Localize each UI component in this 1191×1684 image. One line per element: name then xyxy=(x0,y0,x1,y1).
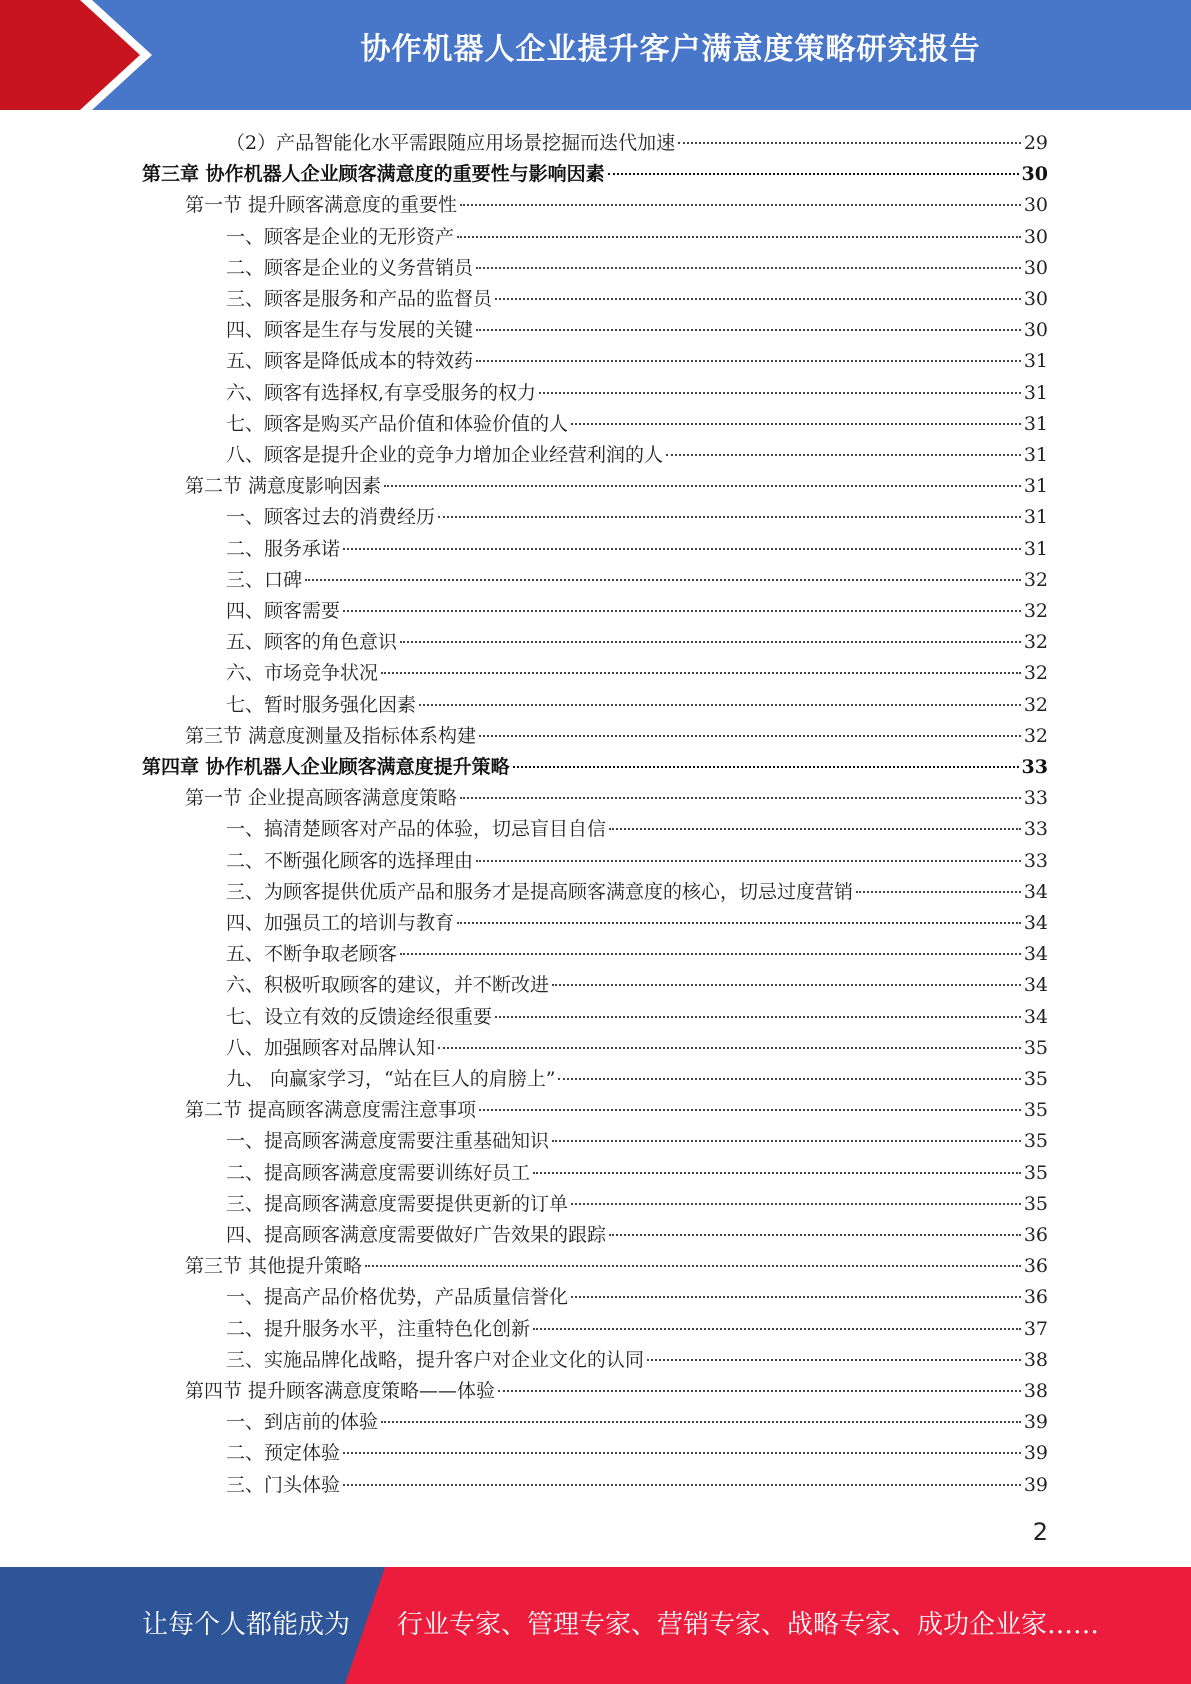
toc-entry[interactable] xyxy=(185,1095,1048,1126)
toc-entry-page: 34 xyxy=(1023,943,1048,966)
toc-dot-leader xyxy=(552,983,1021,986)
toc-dot-leader xyxy=(343,1483,1021,1486)
toc-dot-leader xyxy=(513,765,1019,768)
toc-entry[interactable] xyxy=(226,1158,1048,1189)
toc-entry-page: 30 xyxy=(1023,194,1048,217)
toc-entry-page: 35 xyxy=(1023,1161,1048,1184)
toc-entry-page: 33 xyxy=(1023,849,1048,872)
toc-entry-title: 六、顾客有选择权,有享受服务的权力 xyxy=(226,381,537,404)
toc-entry[interactable] xyxy=(185,1251,1048,1282)
toc-entry-page: 33 xyxy=(1023,818,1048,841)
toc-dot-leader xyxy=(495,297,1021,300)
toc-dot-leader xyxy=(678,141,1021,144)
toc-entry-page: 35 xyxy=(1023,1130,1048,1153)
toc-entry-page: 31 xyxy=(1023,381,1048,404)
toc-dot-leader xyxy=(400,640,1021,643)
toc-entry[interactable] xyxy=(226,690,1048,721)
header-arrow-icon xyxy=(0,0,140,110)
toc-entry-title: 一、到店前的体验 xyxy=(226,1411,379,1434)
toc-entry-title: 五、顾客是降低成本的特效药 xyxy=(226,350,474,373)
toc-entry-page: 34 xyxy=(1023,880,1048,903)
toc-entry-title: 第三节 其他提升策略 xyxy=(185,1255,363,1278)
toc-entry[interactable] xyxy=(226,222,1048,253)
toc-entry-title: 第一节 企业提高顾客满意度策略 xyxy=(185,787,458,810)
toc-entry-title: 七、设立有效的反馈途经很重要 xyxy=(226,1005,493,1028)
toc-entry-page: 34 xyxy=(1023,974,1048,997)
toc-entry[interactable] xyxy=(226,846,1048,877)
toc-entry-title: 二、服务承诺 xyxy=(226,537,341,560)
toc-entry-page: 31 xyxy=(1023,412,1048,435)
toc-entry-title: 八、顾客是提升企业的竞争力增加企业经营利润的人 xyxy=(226,444,664,466)
toc-entry[interactable] xyxy=(226,596,1048,627)
toc-entry[interactable] xyxy=(226,565,1048,596)
toc-entry-page: 38 xyxy=(1023,1380,1048,1402)
toc-entry-page: 35 xyxy=(1023,1099,1048,1122)
toc-entry-title: 六、积极听取顾客的建议，并不断改进 xyxy=(226,974,550,997)
toc-entry-page: 32 xyxy=(1023,568,1048,591)
toc-entry-page: 32 xyxy=(1023,693,1048,716)
toc-entry[interactable] xyxy=(185,783,1048,814)
report-title: 协作机器人企业提升客户满意度策略研究报告 xyxy=(360,32,981,67)
toc-entry[interactable] xyxy=(185,190,1048,221)
toc-entry[interactable] xyxy=(226,315,1048,346)
toc-entry-page: 35 xyxy=(1023,1192,1048,1215)
toc-entry[interactable] xyxy=(226,1314,1048,1345)
toc-entry-title: 第四章 协作机器人企业顾客满意度提升策略 xyxy=(142,756,510,778)
toc-entry[interactable] xyxy=(226,1220,1048,1251)
toc-entry-page: 35 xyxy=(1023,1036,1048,1059)
page-header xyxy=(0,0,1191,110)
toc-entry-page: 33 xyxy=(1023,787,1048,810)
toc-entry-title: 一、搞清楚顾客对产品的体验，切忌盲目自信 xyxy=(226,818,607,841)
toc-dot-leader xyxy=(609,827,1021,830)
toc-dot-leader xyxy=(558,1077,1020,1080)
toc-entry-title: 三、顾客是服务和产品的监督员 xyxy=(226,288,493,310)
toc-dot-leader xyxy=(479,734,1021,737)
toc-entry-page: 30 xyxy=(1023,319,1048,342)
toc-entry[interactable] xyxy=(226,1033,1048,1064)
toc-entry-title: 三、为顾客提供优质产品和服务才是提高顾客满意度的核心，切忌过度营销 xyxy=(226,880,854,903)
toc-entry-title: 三、提高顾客满意度需要提供更新的订单 xyxy=(226,1192,569,1215)
toc-entry[interactable] xyxy=(142,752,1048,783)
toc-dot-leader xyxy=(476,359,1021,362)
toc-entry[interactable] xyxy=(226,1407,1048,1438)
toc-dot-leader xyxy=(476,859,1021,862)
toc-dot-leader xyxy=(476,266,1021,269)
toc-entry[interactable] xyxy=(226,440,1048,471)
toc-entry-page: 31 xyxy=(1023,444,1048,466)
toc-dot-leader xyxy=(533,1327,1021,1330)
toc-dot-leader xyxy=(381,671,1021,674)
toc-dot-leader xyxy=(365,1264,1021,1267)
toc-entry[interactable] xyxy=(226,1282,1048,1313)
toc-entry-title: 三、口碑 xyxy=(226,568,303,591)
toc-dot-leader xyxy=(438,1046,1021,1049)
toc-entry-page: 31 xyxy=(1023,506,1048,529)
toc-dot-leader xyxy=(384,484,1021,487)
toc-entry-page: 30 xyxy=(1021,163,1048,186)
toc-dot-leader xyxy=(571,1295,1021,1298)
toc-entry[interactable] xyxy=(226,1126,1048,1157)
toc-dot-leader xyxy=(609,1233,1021,1236)
toc-entry[interactable] xyxy=(226,877,1048,908)
toc-entry-page: 36 xyxy=(1023,1224,1048,1246)
toc-entry[interactable] xyxy=(226,378,1048,409)
toc-dot-leader xyxy=(460,203,1021,206)
toc-entry[interactable] xyxy=(226,1064,1048,1095)
toc-entry[interactable] xyxy=(226,627,1048,658)
toc-entry-title: 五、不断争取老顾客 xyxy=(226,943,398,966)
toc-entry-title: 九、 向赢家学习，“站在巨人的肩膀上” xyxy=(226,1068,556,1090)
toc-entry-title: 四、加强员工的培训与教育 xyxy=(226,912,455,934)
toc-entry-page: 30 xyxy=(1023,256,1048,279)
toc-entry-title: 七、暂时服务强化因素 xyxy=(226,693,417,716)
toc-entry-title: 二、提高顾客满意度需要训练好员工 xyxy=(226,1161,531,1184)
toc-entry-page: 31 xyxy=(1023,350,1048,373)
toc-entry[interactable] xyxy=(226,534,1048,565)
toc-entry[interactable] xyxy=(226,1438,1048,1469)
page-number: 2 xyxy=(1032,1518,1048,1546)
toc-entry-page: 34 xyxy=(1023,1005,1048,1028)
toc-entry-page: 38 xyxy=(1023,1348,1048,1371)
toc-entry-title: 第二节 提高顾客满意度需注意事项 xyxy=(185,1099,477,1122)
toc-dot-leader xyxy=(608,172,1019,175)
toc-entry-title: 三、门头体验 xyxy=(226,1473,341,1496)
toc-dot-leader xyxy=(305,578,1021,581)
toc-entry[interactable] xyxy=(226,970,1048,1001)
toc-dot-leader xyxy=(539,391,1021,394)
toc-dot-leader xyxy=(571,1202,1021,1205)
toc-entry-title: 一、提高顾客满意度需要注重基础知识 xyxy=(226,1130,550,1153)
toc-entry-page: 32 xyxy=(1023,600,1048,622)
toc-dot-leader xyxy=(343,1451,1021,1454)
toc-entry-title: 七、顾客是购买产品价值和体验价值的人 xyxy=(226,412,569,435)
toc-entry-page: 36 xyxy=(1023,1286,1048,1309)
toc-entry[interactable] xyxy=(226,1470,1048,1501)
toc-entry[interactable] xyxy=(226,939,1048,970)
toc-entry-page: 36 xyxy=(1023,1255,1048,1278)
toc-entry-title: 一、提高产品价格优势，产品质量信誉化 xyxy=(226,1286,569,1309)
toc-entry-title: 第三章 协作机器人企业顾客满意度的重要性与影响因素 xyxy=(142,163,605,186)
toc-entry[interactable] xyxy=(226,128,1048,159)
toc-entry-title: 四、提高顾客满意度需要做好广告效果的跟踪 xyxy=(226,1224,607,1246)
page-footer xyxy=(0,1567,1191,1684)
toc-entry-page: 32 xyxy=(1023,631,1048,654)
toc-entry-title: 第四节 提升顾客满意度策略——体验 xyxy=(185,1380,496,1402)
toc-dot-leader xyxy=(343,609,1021,612)
toc-entry[interactable] xyxy=(226,284,1048,315)
toc-entry-page: 39 xyxy=(1023,1411,1048,1434)
toc-entry-page: 30 xyxy=(1023,288,1048,310)
toc-entry-page: 31 xyxy=(1023,537,1048,560)
toc-entry-title: （2）产品智能化水平需跟随应用场景挖掘而迭代加速 xyxy=(226,132,676,154)
toc-entry-title: 一、顾客是企业的无形资产 xyxy=(226,225,455,248)
toc-dot-leader xyxy=(381,1420,1021,1423)
toc-entry-page: 30 xyxy=(1023,225,1048,248)
toc-dot-leader xyxy=(438,515,1021,518)
toc-dot-leader xyxy=(457,235,1021,238)
toc-dot-leader xyxy=(479,1108,1021,1111)
toc-dot-leader xyxy=(343,547,1021,550)
toc-entry-title: 四、顾客是生存与发展的关键 xyxy=(226,319,474,342)
toc-dot-leader xyxy=(400,952,1021,955)
toc-entry-title: 二、提升服务水平，注重特色化创新 xyxy=(226,1317,531,1340)
toc-entry[interactable] xyxy=(226,1002,1048,1033)
toc-dot-leader xyxy=(856,890,1021,893)
toc-entry-title: 第三节 满意度测量及指标体系构建 xyxy=(185,724,477,747)
toc-entry[interactable] xyxy=(226,409,1048,440)
toc-entry-page: 33 xyxy=(1021,756,1048,778)
toc-entry[interactable] xyxy=(226,658,1048,689)
toc-entry-title: 一、顾客过去的消费经历 xyxy=(226,506,436,529)
footer-slogan-left: 让每个人都能成为 xyxy=(142,1610,351,1640)
toc-entry-page: 31 xyxy=(1023,475,1048,498)
toc-entry-page: 39 xyxy=(1023,1473,1048,1496)
toc-entry[interactable] xyxy=(226,502,1048,533)
toc-dot-leader xyxy=(552,1139,1021,1142)
toc-entry-page: 32 xyxy=(1023,662,1048,685)
toc-entry-page: 39 xyxy=(1023,1442,1048,1465)
toc-entry-page: 29 xyxy=(1023,132,1048,154)
toc-entry-title: 六、市场竞争状况 xyxy=(226,662,379,685)
footer-slogan-right: 行业专家、管理专家、营销专家、战略专家、成功企业家…… xyxy=(397,1610,1100,1640)
toc-dot-leader xyxy=(666,453,1021,456)
toc-dot-leader xyxy=(647,1358,1021,1361)
toc-dot-leader xyxy=(457,921,1021,924)
toc-entry-page: 35 xyxy=(1023,1068,1048,1090)
toc-entry[interactable] xyxy=(226,1345,1048,1376)
toc-entry-title: 二、不断强化顾客的选择理由 xyxy=(226,849,474,872)
toc-entry[interactable] xyxy=(185,471,1048,502)
toc-entry[interactable] xyxy=(226,814,1048,845)
toc-entry[interactable] xyxy=(226,253,1048,284)
toc-entry-title: 三、实施品牌化战略，提升客户对企业文化的认同 xyxy=(226,1348,645,1371)
toc-entry-title: 二、预定体验 xyxy=(226,1442,341,1465)
toc-entry[interactable] xyxy=(185,1376,1048,1407)
toc-entry[interactable] xyxy=(226,1189,1048,1220)
toc-dot-leader xyxy=(495,1015,1021,1018)
toc-entry-title: 第二节 满意度影响因素 xyxy=(185,475,382,498)
toc-dot-leader xyxy=(476,328,1021,331)
toc-entry[interactable] xyxy=(185,721,1048,752)
toc-dot-leader xyxy=(460,796,1021,799)
toc-dot-leader xyxy=(571,422,1021,425)
toc-entry-title: 四、顾客需要 xyxy=(226,600,341,622)
toc-entry-page: 37 xyxy=(1023,1317,1048,1340)
toc-dot-leader xyxy=(419,703,1021,706)
toc-entry[interactable] xyxy=(142,159,1048,190)
toc-entry-title: 五、顾客的角色意识 xyxy=(226,631,398,654)
toc-entry[interactable] xyxy=(226,346,1048,377)
toc-dot-leader xyxy=(498,1389,1021,1392)
toc-entry-page: 32 xyxy=(1023,724,1048,747)
toc-entry-title: 二、顾客是企业的义务营销员 xyxy=(226,256,474,279)
toc-entry-page: 34 xyxy=(1023,912,1048,934)
toc-entry-title: 第一节 提升顾客满意度的重要性 xyxy=(185,194,458,217)
toc-entry-title: 八、加强顾客对品牌认知 xyxy=(226,1036,436,1059)
toc-entry[interactable] xyxy=(226,908,1048,939)
toc-dot-leader xyxy=(533,1171,1021,1174)
